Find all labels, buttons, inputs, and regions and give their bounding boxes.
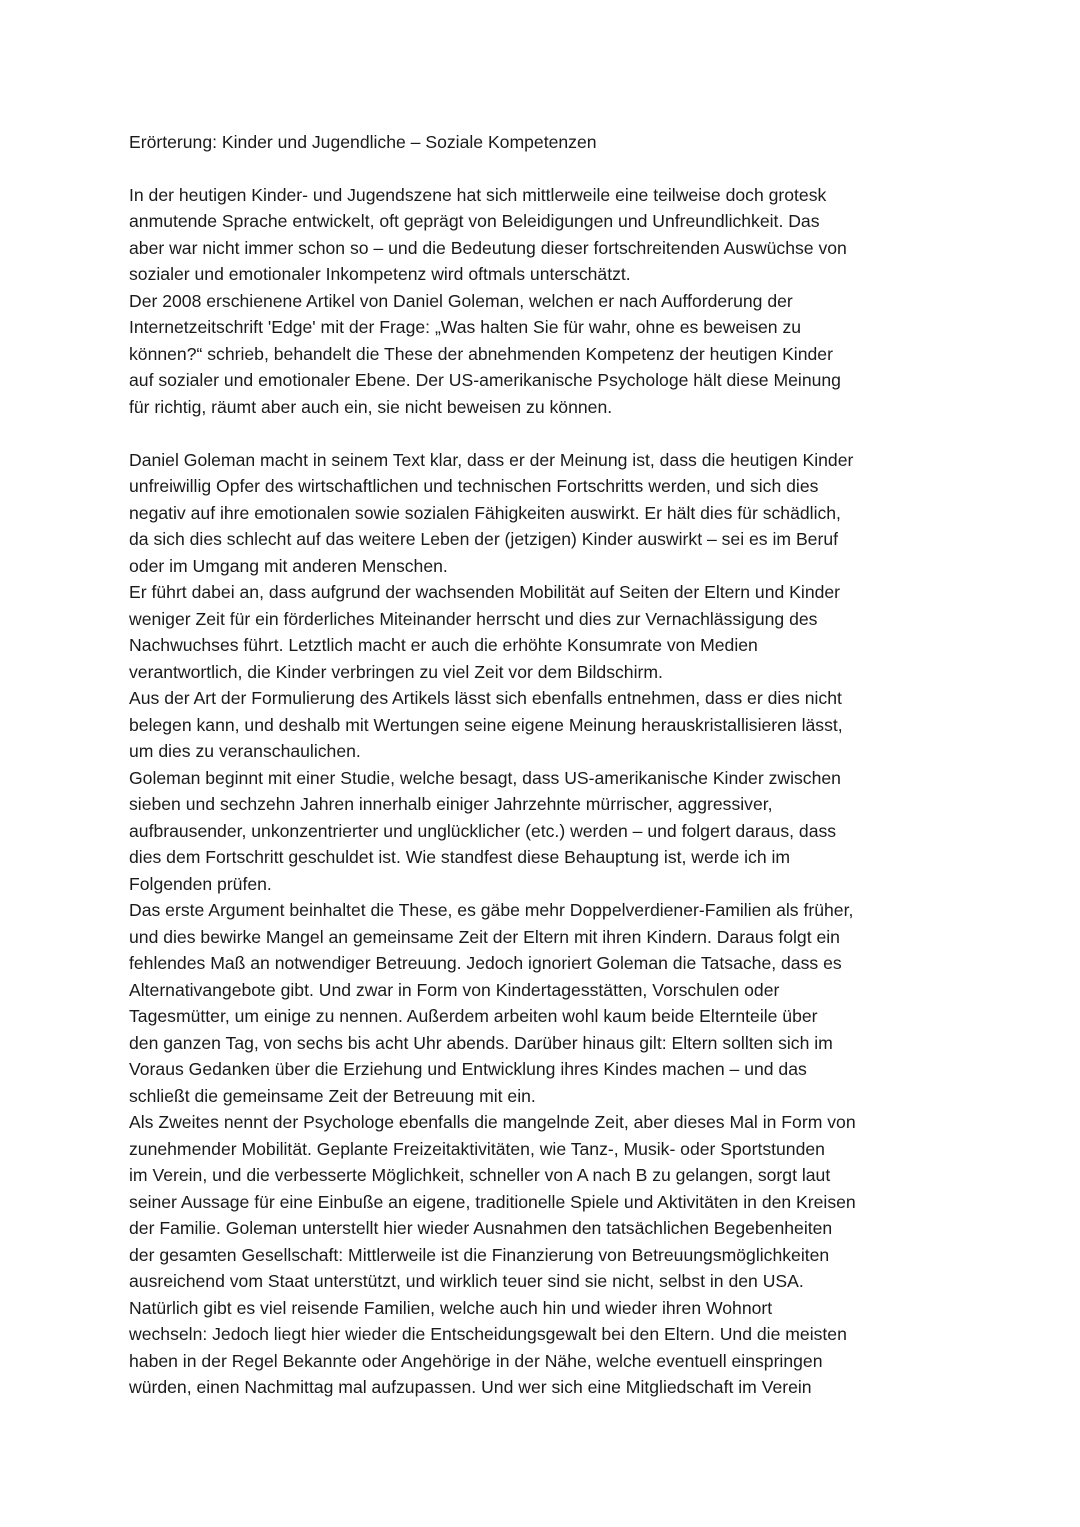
text-line: im Verein, und die verbesserte Möglichkeit, schneller von A nach B zu gelangen, sorgt laut — [129, 1165, 831, 1185]
text-line: Goleman beginnt mit einer Studie, welche besagt, dass US-amerikanische Kinder zwischen — [129, 768, 841, 788]
text-line: würden, einen Nachmittag mal aufzupassen. Und wer sich eine Mitgliedschaft im Verein — [129, 1377, 812, 1397]
text-line: Aus der Art der Formulierung des Artikels lässt sich ebenfalls entnehmen, dass er dies nicht — [129, 688, 842, 708]
text-line: können?“ schrieb, behandelt die These der abnehmenden Kompetenz der heutigen Kinder — [129, 344, 833, 364]
text-line: Voraus Gedanken über die Erziehung und Entwicklung ihres Kindes machen – und das — [129, 1059, 807, 1079]
text-line: sozialer und emotionaler Inkompetenz wird oftmals unterschätzt. — [129, 264, 631, 284]
text-line: aufbrausender, unkonzentrierter und unglücklicher (etc.) werden – und folgert daraus, dass — [129, 821, 837, 841]
text-line: der Familie. Goleman unterstellt hier wieder Ausnahmen den tatsächlichen Begebenheiten — [129, 1218, 833, 1238]
text-line: Nachwuchses führt. Letztlich macht er auch die erhöhte Konsumrate von Medien — [129, 635, 758, 655]
text-line: Als Zweites nennt der Psychologe ebenfalls die mangelnde Zeit, aber dieses Mal in Form von — [129, 1112, 856, 1132]
text-line: wechseln: Jedoch liegt hier wieder die Entscheidungsgewalt bei den Eltern. Und die meisten — [129, 1324, 847, 1344]
text-line: schließt die gemeinsame Zeit der Betreuung mit ein. — [129, 1086, 536, 1106]
text-line: Er führt dabei an, dass aufgrund der wachsenden Mobilität auf Seiten der Eltern und Kinder — [129, 582, 841, 602]
text-line: aber war nicht immer schon so – und die Bedeutung dieser fortschreitenden Auswüchse von — [129, 238, 847, 258]
text-line: Internetzeitschrift 'Edge' mit der Frage: „Was halten Sie für wahr, ohne es beweisen zu — [129, 317, 802, 337]
text-line: seiner Aussage für eine Einbuße an eigene, traditionelle Spiele und Aktivitäten in den Kreisen — [129, 1192, 856, 1212]
text-line: negativ auf ihre emotionalen sowie sozialen Fähigkeiten auswirkt. Er hält dies für schädlich, — [129, 503, 841, 523]
text-line: belegen kann, und deshalb mit Wertungen seine eigene Meinung herauskristallisieren lässt, — [129, 715, 843, 735]
text-line: sieben und sechzehn Jahren innerhalb einiger Jahrzehnte mürrischer, aggressiver, — [129, 794, 773, 814]
text-line: Der 2008 erschienene Artikel von Daniel Goleman, welchen er nach Aufforderung der — [129, 291, 793, 311]
text-line: zunehmender Mobilität. Geplante Freizeitaktivitäten, wie Tanz-, Musik- oder Sportstunden — [129, 1139, 825, 1159]
text-line: auf sozialer und emotionaler Ebene. Der US-amerikanische Psychologe hält diese Meinung — [129, 370, 841, 390]
text-line: um dies zu veranschaulichen. — [129, 741, 361, 761]
text-line: In der heutigen Kinder- und Jugendszene hat sich mittlerweile eine teilweise doch grotesk — [129, 185, 827, 205]
text-line: anmutende Sprache entwickelt, oft geprägt von Beleidigungen und Unfreundlichkeit. Das — [129, 211, 820, 231]
text-line: Folgenden prüfen. — [129, 874, 272, 894]
text-line: den ganzen Tag, von sechs bis acht Uhr abends. Darüber hinaus gilt: Eltern sollten sich im — [129, 1033, 833, 1053]
text-line: haben in der Regel Bekannte oder Angehörige in der Nähe, welche eventuell einspringen — [129, 1351, 823, 1371]
text-line: da sich dies schlecht auf das weitere Leben der (jetzigen) Kinder auswirkt – sei es im Beruf — [129, 529, 838, 549]
text-line: Tagesmütter, um einige zu nennen. Außerdem arbeiten wohl kaum beide Elternteile über — [129, 1006, 818, 1026]
text-line: weniger Zeit für ein förderliches Miteinander herrscht und dies zur Vernachlässigung des — [129, 609, 818, 629]
text-line: dies dem Fortschritt geschuldet ist. Wie standfest diese Behauptung ist, werde ich im — [129, 847, 791, 867]
text-line: Das erste Argument beinhaltet die These, es gäbe mehr Doppelverdiener-Familien als früher, — [129, 900, 854, 920]
text-line: für richtig, räumt aber auch ein, sie nicht beweisen zu können. — [129, 397, 613, 417]
document-title: Erörterung: Kinder und Jugendliche – Soziale Kompetenzen — [129, 132, 597, 152]
text-line: Daniel Goleman macht in seinem Text klar, dass er der Meinung ist, dass die heutigen Kinder — [129, 450, 854, 470]
text-line: fehlendes Maß an notwendiger Betreuung. Jedoch ignoriert Goleman die Tatsache, dass es — [129, 953, 842, 973]
text-line: ausreichend vom Staat unterstützt, und wirklich teuer sind sie nicht, selbst in den USA. — [129, 1271, 804, 1291]
text-line: der gesamten Gesellschaft: Mittlerweile ist die Finanzierung von Betreuungsmöglichkeiten — [129, 1245, 830, 1265]
text-line: Natürlich gibt es viel reisende Familien, welche auch hin und wieder ihren Wohnort — [129, 1298, 773, 1318]
text-line: unfreiwillig Opfer des wirtschaftlichen und technischen Fortschritts werden, und sich dies — [129, 476, 819, 496]
text-line: und dies bewirke Mangel an gemeinsame Zeit der Eltern mit ihren Kindern. Daraus folgt ein — [129, 927, 840, 947]
text-line: verantwortlich, die Kinder verbringen zu viel Zeit vor dem Bildschirm. — [129, 662, 663, 682]
text-line: oder im Umgang mit anderen Menschen. — [129, 556, 448, 576]
text-line: Alternativangebote gibt. Und zwar in Form von Kindertagesstätten, Vorschulen oder — [129, 980, 780, 1000]
